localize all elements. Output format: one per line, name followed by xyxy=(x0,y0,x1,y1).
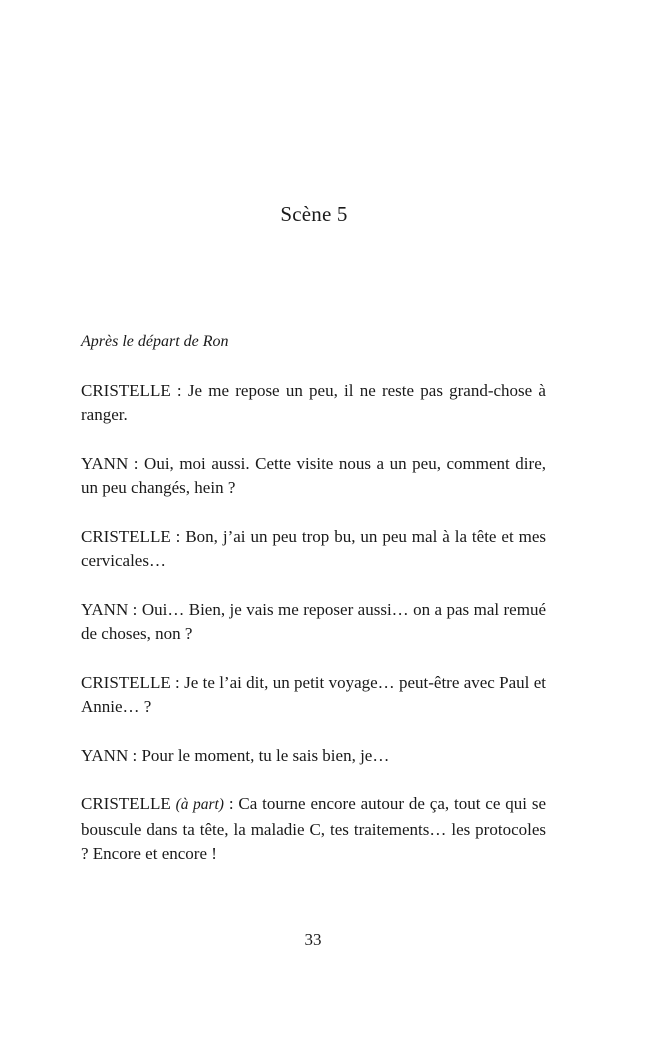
speaker-name: CRISTELLE xyxy=(81,526,171,546)
speaker-name: YANN xyxy=(81,599,129,619)
page-number: 33 xyxy=(304,930,322,949)
speaker-separator: : xyxy=(223,794,239,813)
speaker-name: YANN xyxy=(81,745,129,765)
dialogue-line xyxy=(81,379,546,428)
speaker-separator: : xyxy=(128,599,142,619)
dialogue-text: Bon, j’ai un peu trop bu, un peu mal à la tête et mes cervicales… xyxy=(81,526,546,570)
speaker-name: CRISTELLE xyxy=(81,794,171,813)
dialogue-text: Je me repose un peu, il ne reste pas grand-chose à ranger. xyxy=(81,380,546,424)
speaker-name: YANN xyxy=(81,453,129,473)
speaker-name: CRISTELLE xyxy=(81,672,171,692)
dialogue-line xyxy=(81,452,546,501)
dialogue-line xyxy=(81,598,546,647)
dialogue-line xyxy=(81,792,546,867)
speaker-name: CRISTELLE xyxy=(81,380,171,400)
speaker-separator: : xyxy=(128,453,145,473)
dialogue-text: Pour le moment, tu le sais bien, je… xyxy=(141,745,390,765)
speaker-separator: : xyxy=(170,672,185,692)
dialogue-text: Oui, moi aussi. Cette visite nous a un peu, comment dire, un peu changés, hein ? xyxy=(81,453,546,497)
dialogue-line xyxy=(81,525,546,574)
dialogue-text: Oui… Bien, je vais me reposer aussi… on a pas mal remué de choses, non ? xyxy=(81,599,546,643)
stage-direction: Après le départ de Ron xyxy=(81,333,229,350)
speaker-separator: : xyxy=(128,745,142,765)
play-text xyxy=(81,330,546,891)
stage-aside: (à part) xyxy=(175,796,224,813)
speaker-separator: : xyxy=(170,526,186,546)
dialogue-text: Je te l’ai dit, un petit voyage… peut-être avec Paul et Annie… ? xyxy=(81,672,546,716)
dialogue-line xyxy=(81,744,546,769)
speaker-separator: : xyxy=(170,380,188,400)
dialogue-line xyxy=(81,671,546,720)
scene-title: Scène 5 xyxy=(280,202,348,226)
dialogue-text: Ca tourne encore autour de ça, tout ce qui se bouscule dans ta tête, la maladie C, tes traitements… les protocoles ? Encore et encore ! xyxy=(81,794,546,863)
